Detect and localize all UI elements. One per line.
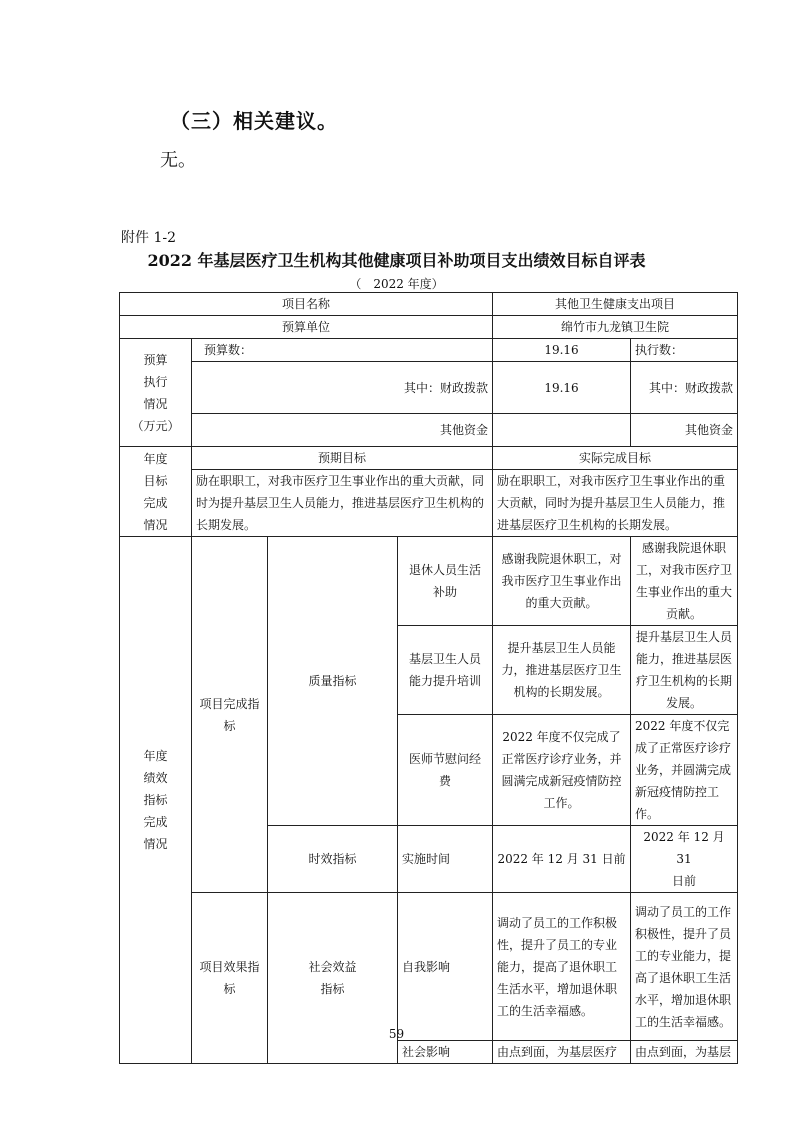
year-line: （ 2022 年度） (349, 277, 444, 291)
row2-expected: 提升基层卫生人员能力，推进基层医疗卫生机构的长期发展。 (493, 626, 631, 715)
table-title: 2022 年基层医疗卫生机构其他健康项目补助项目支出绩效目标自评表 (147, 251, 646, 270)
timeliness-label: 时效指标 (268, 826, 398, 893)
row1-actual: 感谢我院退休职工，对我市医疗卫生事业作出的重大贡献。 (631, 537, 738, 626)
row5-name: 自我影响 (398, 893, 493, 1041)
row4-name: 实施时间 (398, 826, 493, 893)
actual-goal-text: 励在职职工，对我市医疗卫生事业作出的重大贡献，同时为提升基层卫生人员能力，推进基层医疗卫生机构的长期发展。 (493, 470, 738, 537)
row3-actual: 2022 年度不仅完成了正常医疗诊疗业务，并圆满完成新冠疫情防控工作。 (631, 715, 738, 826)
row2-actual: 提升基层卫生人员能力，推进基层医疗卫生机构的长期发展。 (631, 626, 738, 715)
row3-name: 医师节慰问经 费 (398, 715, 493, 826)
project-name-label: 项目名称 (120, 293, 493, 316)
row1-name: 退休人员生活 补助 (398, 537, 493, 626)
social-benefit-label: 社会效益 指标 (268, 893, 398, 1064)
evaluation-table (119, 292, 738, 1064)
other-funds-value-expected (493, 414, 631, 447)
other-funds-label-expected: 其他资金 (192, 414, 493, 447)
annual-goal-label: 年度 目标 完成 情况 (120, 447, 192, 537)
actual-goal-header: 实际完成目标 (493, 447, 738, 470)
row6-actual: 由点到面，为基层 (631, 1041, 738, 1064)
row3-expected: 2022 年度不仅完成了正常医疗诊疗业务，并圆满完成新冠疫情防控工作。 (493, 715, 631, 826)
row6-name: 社会影响 (398, 1041, 493, 1064)
budget-exec-label: 预算 执行 情况 （万元） (120, 339, 192, 447)
budget-amount-label: 预算数： (192, 339, 493, 362)
quality-indicator-label: 质量指标 (268, 537, 398, 826)
section-text: 无。 (160, 150, 196, 171)
budget-unit-value: 绵竹市九龙镇卫生院 (493, 316, 738, 339)
fiscal-label-expected: 其中：财政拨款 (192, 362, 493, 414)
completion-indicator-label: 项目完成指 标 (192, 537, 268, 893)
row6-expected: 由点到面，为基层医疗 (493, 1041, 631, 1064)
budget-amount-value: 19.16 (493, 339, 631, 362)
row2-name: 基层卫生人员 能力提升培训 (398, 626, 493, 715)
fiscal-value-expected: 19.16 (493, 362, 631, 414)
expected-goal-text: 励在职职工，对我市医疗卫生事业作出的重大贡献，同时为提升基层卫生人员能力，推进基层医疗卫生机构的长期发展。 (192, 470, 493, 537)
exec-amount-label: 执行数： (631, 339, 738, 362)
effect-indicator-label: 项目效果指 标 (192, 893, 268, 1064)
section-heading: （三）相关建议。 (170, 109, 338, 133)
attachment-label: 附件 1-2 (121, 230, 176, 246)
budget-unit-label: 预算单位 (120, 316, 493, 339)
page-number: 59 (388, 1027, 405, 1041)
row4-actual: 2022 年 12 月 31 日前 (631, 826, 738, 893)
expected-goal-header: 预期目标 (192, 447, 493, 470)
other-funds-label-actual: 其他资金 (631, 414, 738, 447)
performance-label: 年度 绩效 指标 完成 情况 (120, 537, 192, 1064)
row4-expected: 2022 年 12 月 31 日前 (493, 826, 631, 893)
row5-expected: 调动了员工的工作积极性，提升了员工的专业能力，提高了退休职工生活水平，增加退休职工的生活幸福感。 (493, 893, 631, 1041)
project-name-value: 其他卫生健康支出项目 (493, 293, 738, 316)
fiscal-label-actual: 其中：财政拨款 (631, 362, 738, 414)
row1-expected: 感谢我院退休职工，对我市医疗卫生事业作出的重大贡献。 (493, 537, 631, 626)
row5-actual: 调动了员工的工作积极性，提升了员工的专业能力，提高了退休职工生活水平，增加退休职工的生活幸福感。 (631, 893, 738, 1041)
